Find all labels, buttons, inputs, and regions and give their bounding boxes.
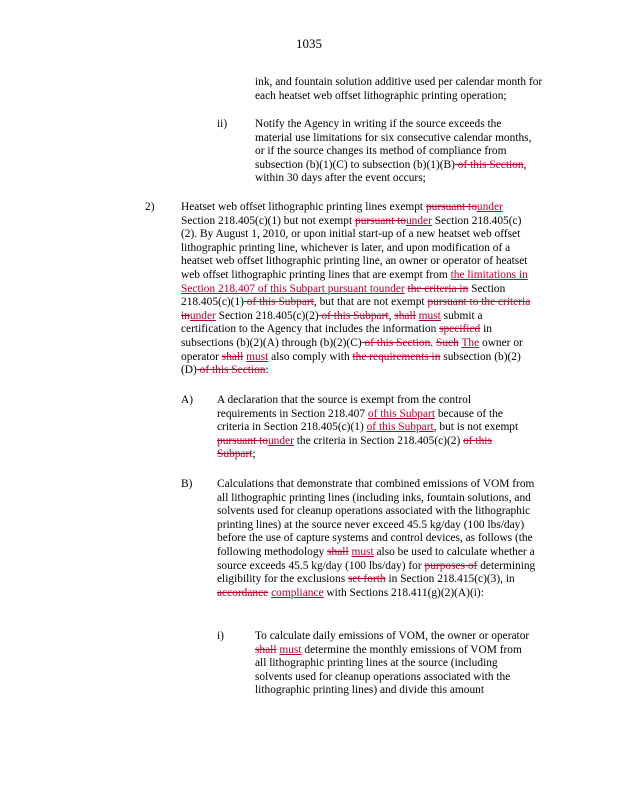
deleted-text: Such — [435, 336, 459, 349]
text-run: also be used to calculate whether a source exceeds 45.5 kg/day (100 lbs/day) for — [217, 545, 535, 572]
text-run: , within 30 days after the event occurs; — [255, 158, 527, 185]
item-2-text — [181, 201, 533, 378]
deleted-text: shall — [255, 643, 277, 656]
item-A-text — [217, 394, 533, 462]
text-run: Section 218.405(c)(1) — [181, 282, 506, 309]
deleted-text: pursuant to the criteria in — [181, 296, 531, 322]
text-run: Section 218.405(c)(1) but not exempt — [181, 214, 355, 227]
page-number: 1035 — [296, 36, 322, 51]
text-run: , — [388, 309, 395, 322]
inserted-text: of this Subpart — [367, 407, 435, 420]
item-i-text — [255, 630, 531, 698]
inserted-text: must — [418, 309, 441, 322]
text-run: determining eligibility for the exclusions — [217, 559, 536, 586]
item-ii-text — [255, 118, 533, 186]
deleted-text: the criteria in — [407, 282, 469, 295]
paragraph-continuation — [255, 76, 545, 103]
deleted-text: accordance — [217, 586, 269, 599]
text-run: . — [430, 336, 436, 349]
deleted-text: shall — [394, 309, 416, 322]
inserted-text: under — [378, 282, 405, 295]
deleted-text: purposes of — [424, 559, 478, 572]
text-run: subsection (b)(2)(D) — [181, 350, 521, 377]
text-run: : — [265, 364, 269, 377]
text-run: in Section 218.415(c)(3), in — [385, 573, 515, 586]
text-run: because of the criteria in Section 218.405(c)(1) — [217, 407, 503, 434]
inserted-text: under — [476, 201, 503, 213]
inserted-text: under — [405, 214, 432, 227]
deleted-text: specified — [439, 323, 481, 336]
deleted-text: pursuant to — [355, 214, 406, 227]
deleted-text: the requirements in — [352, 350, 441, 363]
inserted-text: must — [351, 545, 374, 558]
item-label-ii: ii) — [217, 118, 228, 130]
deleted-text: of this Section — [196, 364, 266, 377]
text-run: also comply with — [268, 350, 353, 363]
text-run: in subsections (b)(2)(A) through (b)(2)(C) — [181, 323, 492, 349]
text-run: Section 218.405(c)(2) — [215, 309, 319, 322]
inserted-text: must — [246, 350, 269, 363]
text-run: Calculations that demonstrate that combined emissions of VOM from all lithographic printing lines (including inks, fountain solutions, and solvents used for cleanup operations associated with the lithographic printing lines) at the source never exceed 45.5 kg/day (100 lbs/day) before the use of capture systems and control devices, as follows (the following methodology — [217, 478, 535, 558]
text-run: the criteria in Section 218.405(c)(2) — [293, 434, 464, 447]
text-run: To calculate daily emissions of VOM, the owner or operator — [255, 630, 530, 642]
deleted-text: of this Section — [454, 158, 524, 171]
item-label-i: i) — [217, 630, 224, 642]
text-run: submit a certification to the Agency that includes the information — [181, 309, 483, 336]
item-label-A: A) — [181, 394, 194, 406]
deleted-text: of this Subpart — [217, 434, 492, 461]
text-run: Heatset web offset lithographic printing lines exempt — [181, 201, 426, 213]
text-run: ink, and fountain solution additive used per calendar month for each heatset web offset lithographic printing operation; — [255, 76, 543, 102]
item-B-text — [217, 478, 537, 600]
inserted-text: under — [267, 434, 294, 447]
deleted-text: of this Subpart — [243, 296, 314, 309]
text-run: with Sections 218.411(g)(2)(A)(i): — [323, 586, 484, 599]
deleted-text: shall — [327, 545, 349, 558]
text-run: , but that are not exempt — [313, 296, 428, 309]
inserted-text: the limitations in Section 218.407 of this Subpart pursuant to — [181, 268, 528, 295]
text-run: determine the monthly emissions of VOM from all lithographic printing lines at the source (including solvents used for cleanup operations associated with the lithographic printing lines) and divide this amount — [255, 643, 522, 697]
deleted-text: shall — [221, 350, 244, 363]
inserted-text: of this Subpart — [366, 421, 434, 434]
deleted-text: pursuant to — [217, 434, 268, 447]
deleted-text: pursuant to — [425, 201, 477, 213]
inserted-text: compliance — [271, 586, 324, 599]
item-label-B: B) — [181, 478, 193, 490]
text-run: ; — [252, 448, 256, 461]
item-label-2: 2) — [145, 201, 155, 213]
text-run: Section 218.405(c)(2). By August 1, 2010, or upon initial start-up of a new heatset web offset lithographic printing line, whichever is later, and upon modification of a heatset web offset lithographic printing line, an owner or operator of heatset web offset lithographic printing lines that are exempt from — [181, 214, 528, 281]
inserted-text: under — [189, 309, 216, 322]
inserted-text: The — [461, 336, 480, 349]
deleted-text: of this Subpart — [318, 309, 389, 322]
text-run: , but is not exempt — [433, 421, 519, 434]
deleted-text: set forth — [347, 573, 386, 586]
text-run: owner or operator — [181, 336, 523, 363]
deleted-text: of this Section — [361, 336, 431, 349]
text-run: Notify the Agency in writing if the source exceeds the material use limitations for six consecutive calendar months, or if the source changes its method of compliance from subsection (b)(1)(C) to subsection (b)(1)(B) — [255, 118, 532, 171]
inserted-text: must — [279, 643, 302, 656]
text-run: A declaration that the source is exempt from the control requirements in Section 218.407 — [217, 394, 471, 420]
